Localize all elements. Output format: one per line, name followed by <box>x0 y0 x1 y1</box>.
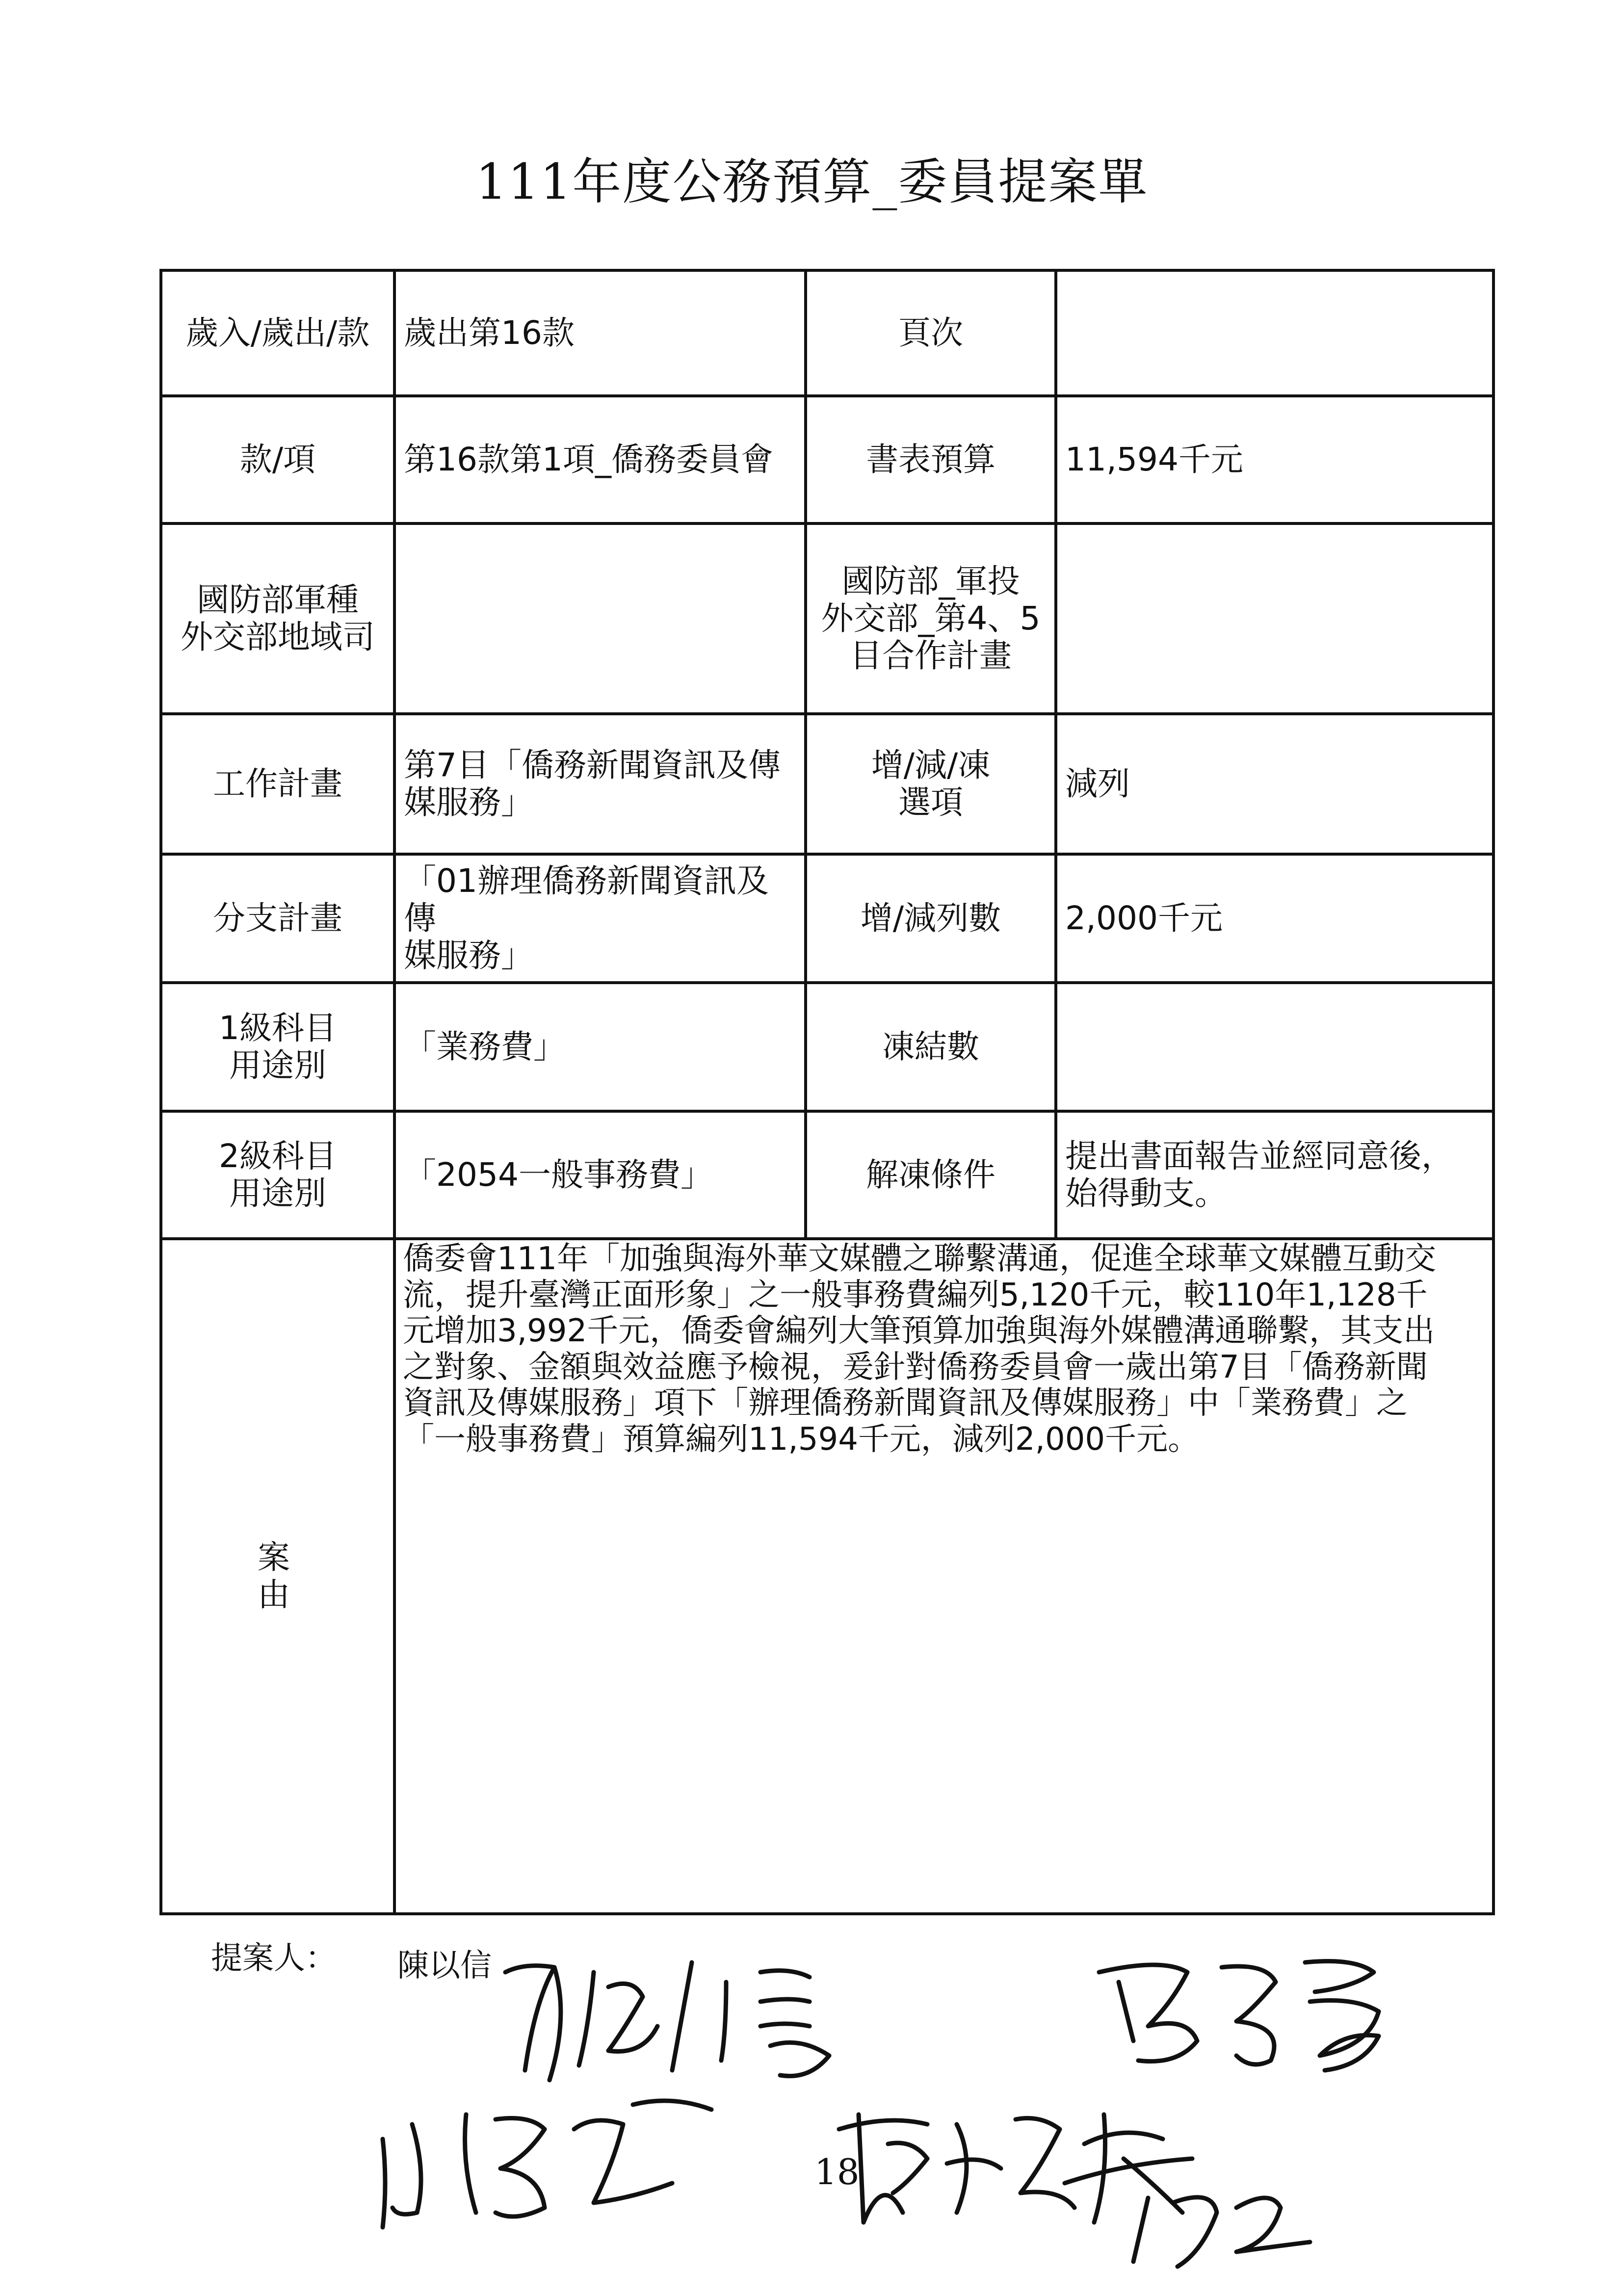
field-label: 工作計畫 <box>161 714 394 854</box>
form-row <box>161 396 1493 523</box>
field-value: 歲出第16款 <box>394 270 806 396</box>
reason-line: 流，提升臺灣正面形象」之一般事務費編列5,120千元，較110年1,128千 <box>403 1277 1428 1313</box>
reason-line: 之對象、金額與效益應予檢視，爰針對僑務委員會一歲出第7目「僑務新聞 <box>403 1349 1428 1385</box>
form-row <box>161 523 1493 714</box>
signature-number <box>1124 2168 1320 2276</box>
field-value <box>1056 523 1493 714</box>
field-value: 第16款第1項_僑務委員會 <box>394 396 806 523</box>
signature-ma <box>1089 1943 1393 2080</box>
field-label: 書表預算 <box>806 396 1056 523</box>
form-row <box>161 854 1493 983</box>
field-value: 提出書面報告並經同意後， 始得動支。 <box>1056 1111 1493 1239</box>
field-value <box>1056 270 1493 396</box>
field-value: 「2054一般事務費」 <box>394 1111 806 1239</box>
form-row <box>161 1111 1493 1239</box>
field-label: 增/減/凍 選項 <box>806 714 1056 854</box>
proposal-form-table <box>159 269 1495 1915</box>
signature-wen <box>368 2085 741 2237</box>
reason-text <box>394 1239 1493 1914</box>
reason-row <box>161 1239 1493 1914</box>
reason-line: 資訊及傳媒服務」項下「辦理僑務新聞資訊及傳媒服務」中「業務費」之 <box>403 1385 1408 1422</box>
field-value: 11,594千元 <box>1056 396 1493 523</box>
field-label: 2級科目 用途別 <box>161 1111 394 1239</box>
field-value: 第7目「僑務新聞資訊及傳 媒服務」 <box>394 714 806 854</box>
proposer-name: 陳以信 <box>397 1948 492 1984</box>
field-label: 國防部_軍投 外交部_第4、5 目合作計畫 <box>806 523 1056 714</box>
field-label: 增/減列數 <box>806 854 1056 983</box>
reason-line: 「一般事務費」預算編列11,594千元，減列2,000千元。 <box>403 1421 1200 1458</box>
field-label: 1級科目 用途別 <box>161 983 394 1111</box>
form-row <box>161 983 1493 1111</box>
field-label: 國防部軍種 外交部地域司 <box>161 523 394 714</box>
field-value: 減列 <box>1056 714 1493 854</box>
form-row <box>161 714 1493 854</box>
field-label: 凍結數 <box>806 983 1056 1111</box>
field-value <box>394 523 806 714</box>
field-label: 歲入/歲出/款 <box>161 270 394 396</box>
field-value <box>1056 983 1493 1111</box>
field-value: 「業務費」 <box>394 983 806 1111</box>
document-title: 111年度公務預算_委員提案單 <box>475 153 1149 210</box>
field-label: 解凍條件 <box>806 1111 1056 1239</box>
reason-line: 僑委會111年「加強與海外華文媒體之聯繫溝通，促進全球華文媒體互動交 <box>403 1241 1437 1277</box>
signature-chen <box>496 1943 868 2090</box>
field-value: 2,000千元 <box>1056 854 1493 983</box>
reason-line: 元增加3,992千元，僑委會編列大筆預算加強與海外媒體溝通聯繫，其支出 <box>403 1313 1435 1350</box>
reason-label: 案由 <box>161 1239 394 1914</box>
field-value: 「01辦理僑務新聞資訊及傳 媒服務」 <box>394 854 806 983</box>
proposer-label: 提案人： <box>211 1940 337 1977</box>
field-label: 款/項 <box>161 396 394 523</box>
page-number: 18 <box>814 2151 860 2192</box>
field-label: 頁次 <box>806 270 1056 396</box>
form-row <box>161 270 1493 396</box>
field-label: 分支計畫 <box>161 854 394 983</box>
